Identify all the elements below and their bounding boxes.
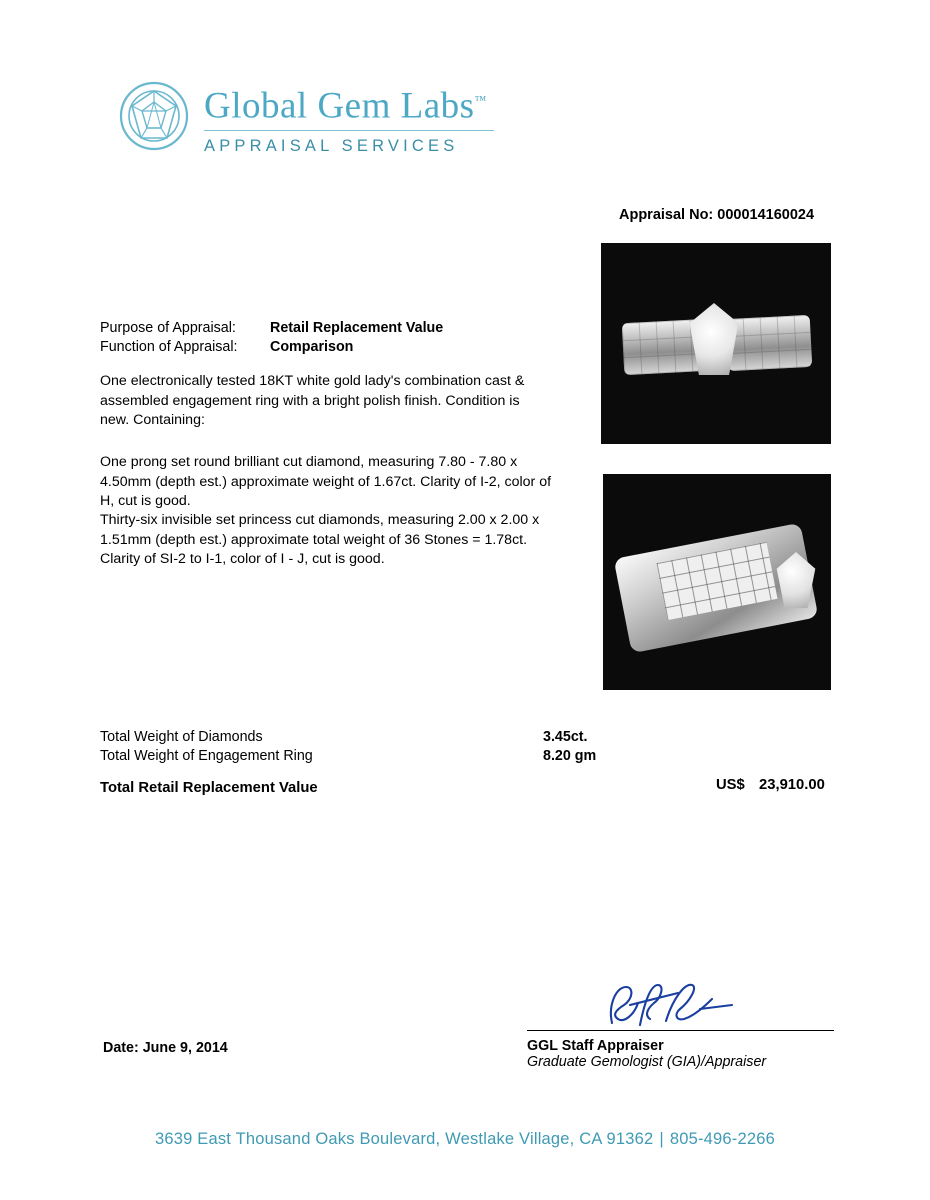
- totals-values: [543, 728, 596, 765]
- function-label: Function of Appraisal:: [100, 339, 238, 355]
- total-weight-diamonds-value: 3.45ct.: [543, 729, 588, 745]
- appraisal-number: Appraisal No: 000014160024: [619, 207, 815, 223]
- total-weight-diamonds-label: Total Weight of Diamonds: [100, 729, 263, 745]
- signature-line: [527, 1030, 834, 1031]
- ring-photo-side: [603, 474, 831, 690]
- function-row: [100, 338, 443, 357]
- appraiser-signature: [600, 975, 740, 1033]
- appraisal-details: [100, 319, 443, 357]
- total-retail-value-currency: US$: [716, 777, 745, 793]
- total-retail-value-label: Total Retail Replacement Value: [100, 780, 318, 796]
- brand-divider: [204, 130, 494, 131]
- pave-grid: [726, 315, 813, 371]
- description-paragraph-2: One prong set round brilliant cut diamond, measuring 7.80 - 7.80 x 4.50mm (depth est.) approximate weight of 1.67ct. Clarity of I-2, color of H, cut is good.: [100, 454, 552, 509]
- total-weight-ring-label: Total Weight of Engagement Ring: [100, 747, 313, 764]
- trademark-symbol: ™: [474, 93, 487, 107]
- totals-labels: [100, 728, 313, 765]
- ring-photo-top: [601, 243, 831, 444]
- appraisal-date: Date: June 9, 2014: [103, 1040, 228, 1056]
- purpose-row: [100, 319, 443, 338]
- ring-photo-side-art: [603, 474, 831, 690]
- brand-name: [204, 78, 534, 128]
- description-paragraph-3: Thirty-six invisible set princess cut diamonds, measuring 2.00 x 2.00 x 1.51mm (depth est.) approximate total weight of 36 Stones = 1.78ct. Clarity of SI-2 to I-1, color of I - J, cut is good.: [100, 512, 540, 567]
- ring-band-right: [726, 315, 813, 371]
- brand-wordmark: [204, 78, 534, 156]
- brand-header: [118, 78, 538, 168]
- function-value: Comparison: [270, 339, 354, 355]
- footer-address: 3639 East Thousand Oaks Boulevard, Westlake Village, CA 91362: [154, 1130, 654, 1148]
- footer-contact: [0, 1130, 930, 1149]
- total-weight-ring-value: 8.20 gm: [543, 747, 597, 764]
- total-retail-value-amount: 23,910.00: [759, 777, 825, 793]
- footer-separator: |: [659, 1130, 664, 1148]
- appraiser-credentials: Graduate Gemologist (GIA)/Appraiser: [527, 1054, 767, 1070]
- brand-tagline: APPRAISAL SERVICES: [204, 137, 459, 156]
- ring-photo-top-art: [601, 243, 831, 444]
- purpose-label: Purpose of Appraisal:: [100, 320, 236, 336]
- gem-diamond-icon: [118, 80, 190, 152]
- purpose-value: Retail Replacement Value: [270, 320, 444, 336]
- footer-phone: 805-496-2266: [669, 1130, 775, 1148]
- brand-name-text: Global Gem Labs: [204, 85, 475, 127]
- appraiser-title: GGL Staff Appraiser: [527, 1038, 664, 1054]
- description-paragraph-1: One electronically tested 18KT white gold lady's combination cast & assembled engagement ring with a bright polish finish. Condition is new. Containing:: [100, 373, 525, 428]
